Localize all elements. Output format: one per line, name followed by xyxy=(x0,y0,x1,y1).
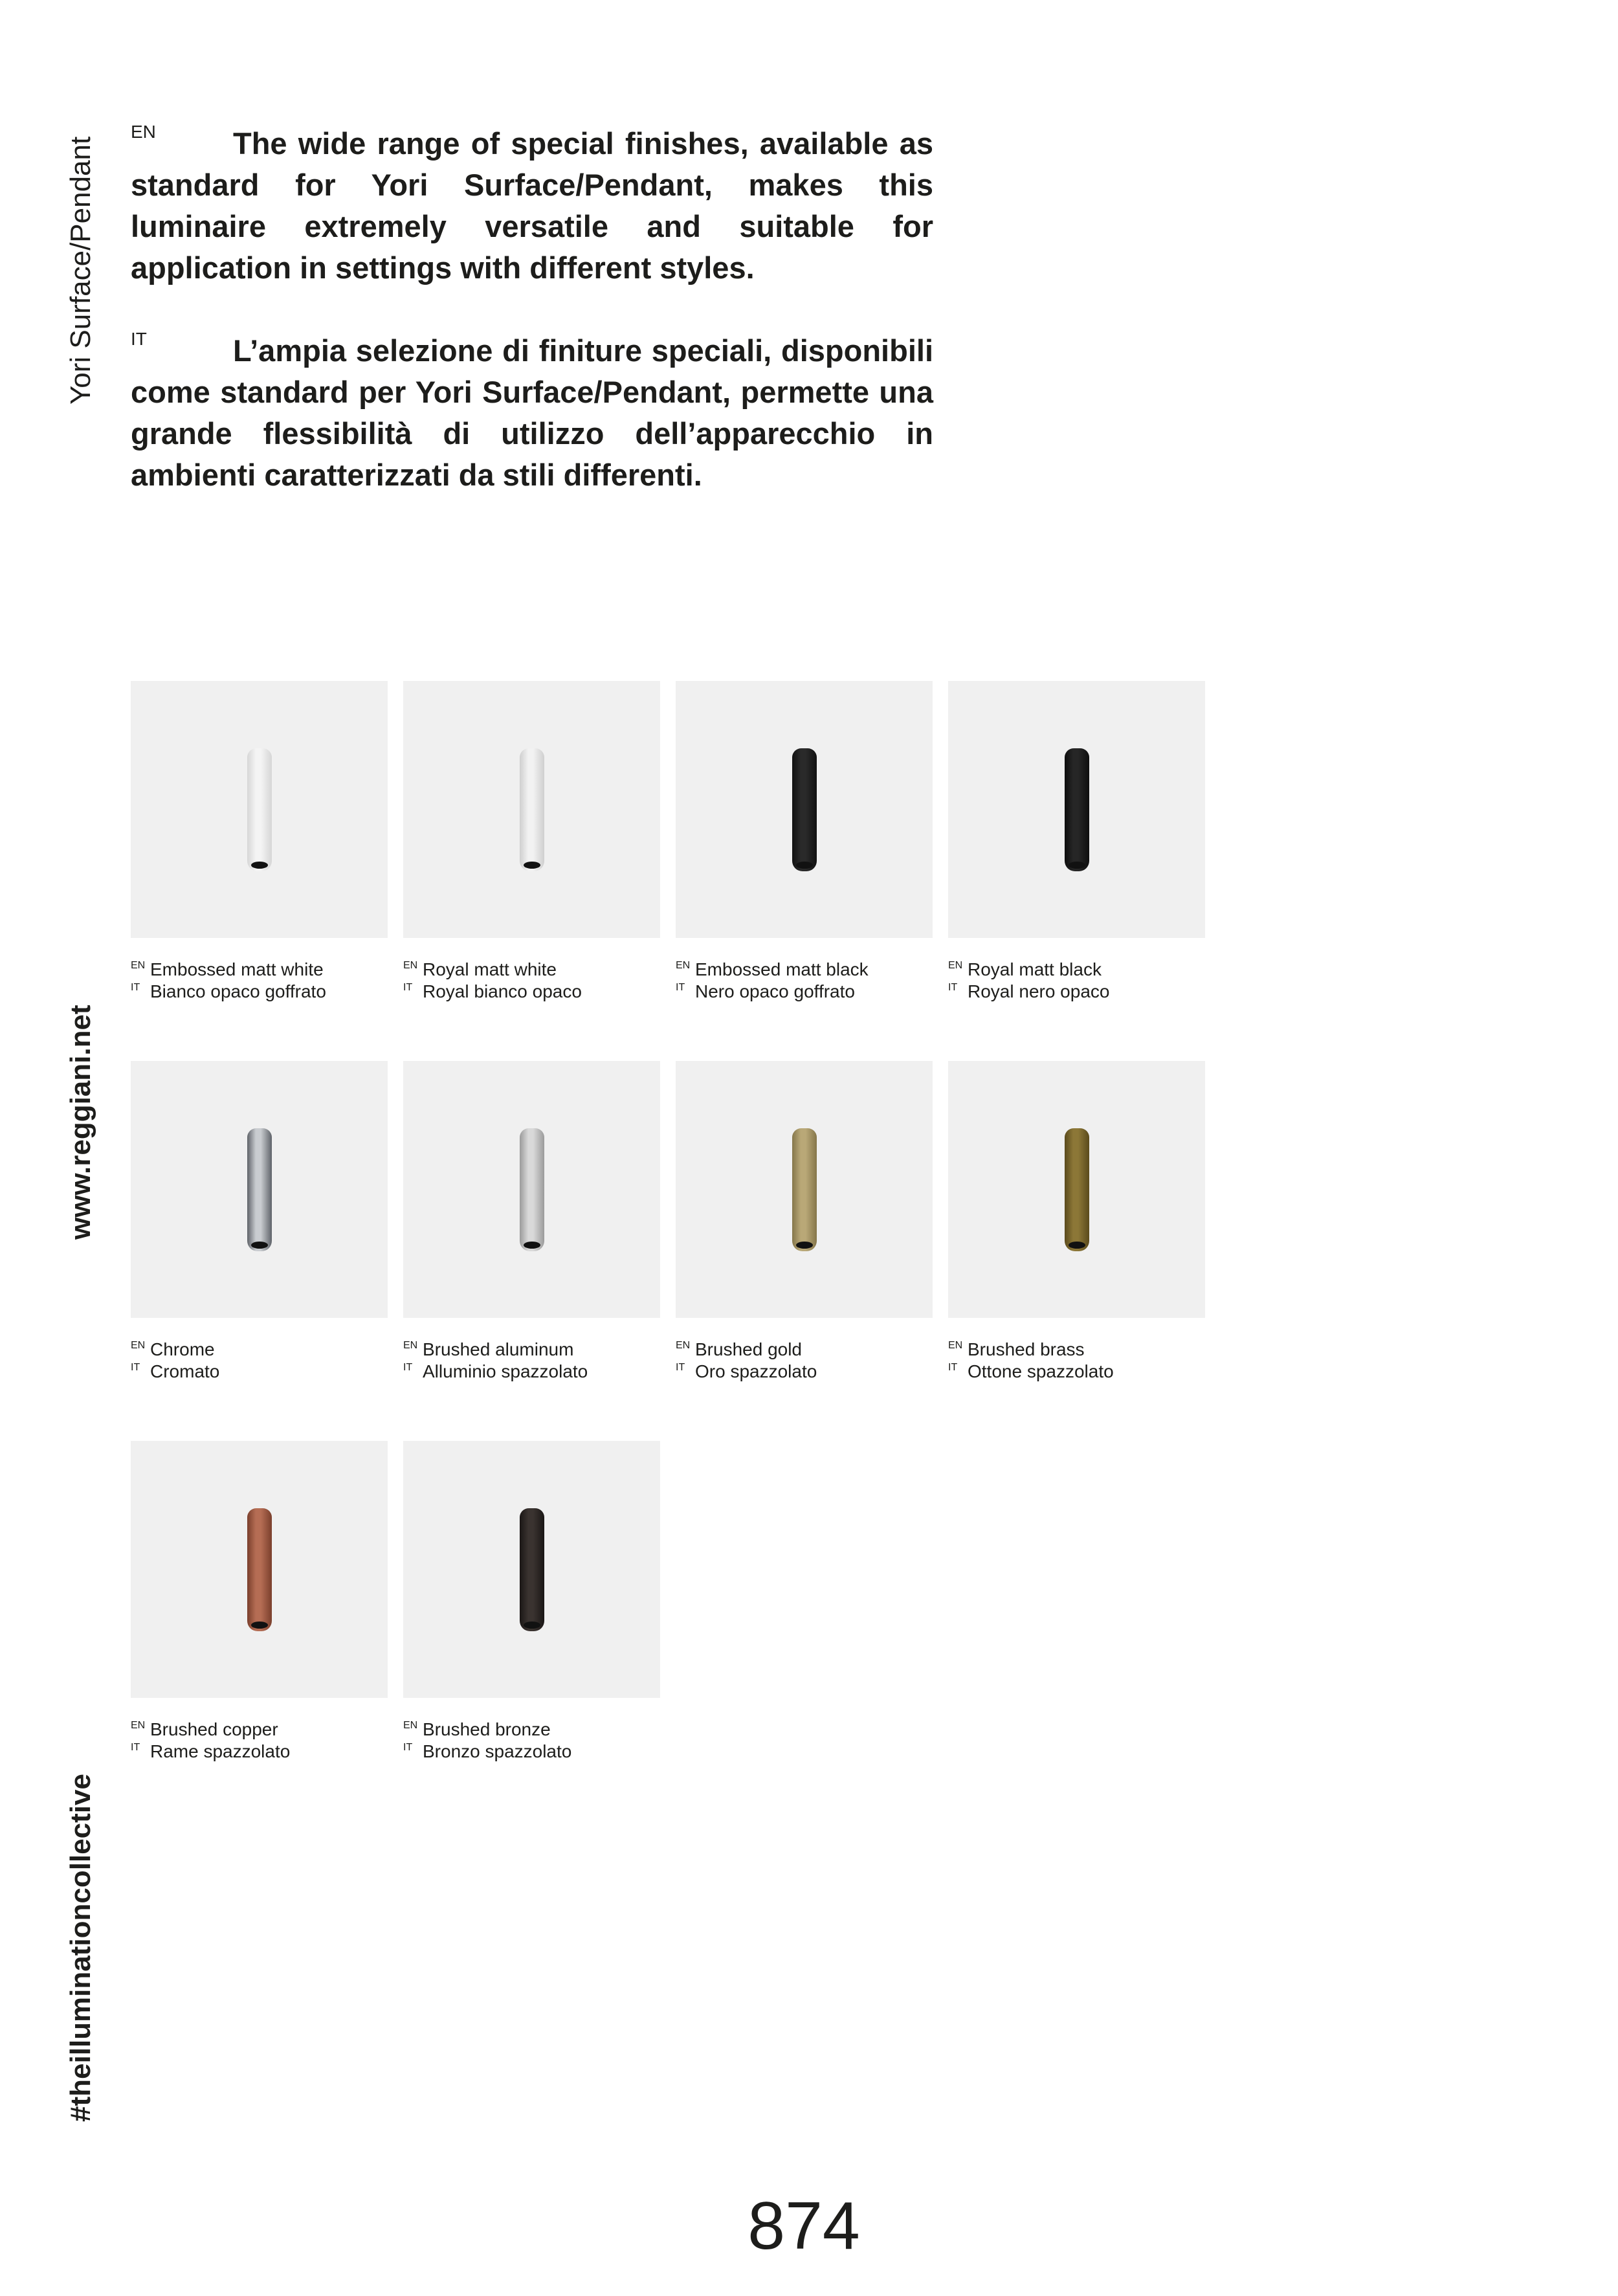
finish-name-it: Oro spazzolato xyxy=(695,1361,817,1381)
luminaire-tube xyxy=(520,748,544,871)
finish-image xyxy=(131,1061,388,1318)
lamp-opening xyxy=(1069,862,1085,869)
lang-tag-en: EN xyxy=(676,960,691,971)
lang-tag-en: EN xyxy=(948,960,963,971)
finish-name-en: Chrome xyxy=(150,1339,215,1359)
finish-swatch xyxy=(676,1061,933,1383)
finish-image xyxy=(403,1061,660,1318)
finish-image xyxy=(131,1441,388,1698)
finish-name-it: Royal nero opaco xyxy=(968,981,1110,1001)
lang-tag-en: EN xyxy=(948,1340,963,1351)
finish-image xyxy=(403,1441,660,1698)
lang-tag-it: IT xyxy=(948,982,958,993)
intro-italian-text: L’ampia selezione di finiture speciali, disponibili come standard per Yori Surface/Pendant, permette una grande flessibilità di utilizzo dell’apparecchio in ambienti caratterizzati da stili differenti. xyxy=(131,333,933,492)
luminaire-tube xyxy=(247,1508,272,1631)
lamp-opening xyxy=(251,1242,268,1249)
lang-tag-it: IT xyxy=(676,1362,685,1373)
luminaire-tube xyxy=(520,1508,544,1631)
finish-name-en: Royal matt black xyxy=(968,959,1102,979)
finish-swatch xyxy=(403,681,660,1003)
lamp-opening xyxy=(251,862,268,869)
finish-name-en: Brushed aluminum xyxy=(423,1339,574,1359)
lang-tag-it: IT xyxy=(131,1362,140,1373)
finish-name-it: Royal bianco opaco xyxy=(423,981,582,1001)
lang-tag-en: EN xyxy=(403,960,418,971)
lang-tag-it: IT xyxy=(403,1362,413,1373)
sidebar-product-title: Yori Surface/Pendant xyxy=(65,136,96,405)
lang-tag-it: IT xyxy=(676,982,685,993)
finish-image xyxy=(948,1061,1205,1318)
finish-name-it: Bianco opaco goffrato xyxy=(150,981,326,1001)
lang-tag-it: IT xyxy=(403,982,413,993)
lang-tag-en: EN xyxy=(676,1340,691,1351)
lamp-opening xyxy=(524,1622,540,1629)
lang-tag-en: EN xyxy=(403,1340,418,1351)
lang-tag-en: EN xyxy=(131,122,156,142)
lamp-opening xyxy=(1069,1242,1085,1249)
finish-name-en: Embossed matt black xyxy=(695,959,869,979)
lang-tag-en: EN xyxy=(131,1340,146,1351)
lang-tag-en: EN xyxy=(403,1720,418,1731)
lang-tag-en: EN xyxy=(131,960,146,971)
finish-swatch xyxy=(403,1441,660,1763)
finish-image xyxy=(676,681,933,938)
finish-swatch xyxy=(948,681,1205,1003)
lang-tag-en: EN xyxy=(131,1720,146,1731)
finish-swatch xyxy=(131,1061,388,1383)
luminaire-tube xyxy=(792,1128,817,1251)
finish-name-it: Nero opaco goffrato xyxy=(695,981,855,1001)
intro-english xyxy=(131,123,933,289)
lang-tag-it: IT xyxy=(131,329,147,349)
finish-swatch xyxy=(131,1441,388,1763)
sidebar-website[interactable]: www.reggiani.net xyxy=(65,1005,96,1240)
finish-name-it: Ottone spazzolato xyxy=(968,1361,1114,1381)
finish-name-en: Brushed brass xyxy=(968,1339,1085,1359)
lamp-opening xyxy=(251,1622,268,1629)
lang-tag-it: IT xyxy=(948,1362,958,1373)
luminaire-tube xyxy=(1065,1128,1089,1251)
luminaire-tube xyxy=(792,748,817,871)
lamp-opening xyxy=(524,862,540,869)
finish-swatch xyxy=(131,681,388,1003)
lang-tag-it: IT xyxy=(131,1742,140,1753)
finish-image xyxy=(676,1061,933,1318)
page-number: 874 xyxy=(748,2189,860,2264)
finish-swatch xyxy=(948,1061,1205,1383)
finish-name-it: Rame spazzolato xyxy=(150,1741,291,1761)
finish-name-it: Bronzo spazzolato xyxy=(423,1741,572,1761)
lang-tag-it: IT xyxy=(131,982,140,993)
luminaire-tube xyxy=(247,1128,272,1251)
intro-italian xyxy=(131,330,933,496)
lamp-opening xyxy=(796,862,813,869)
lang-tag-it: IT xyxy=(403,1742,413,1753)
sidebar-hashtag: #theilluminationcollective xyxy=(65,1774,96,2122)
finish-image xyxy=(403,681,660,938)
luminaire-tube xyxy=(1065,748,1089,871)
luminaire-tube xyxy=(520,1128,544,1251)
lamp-opening xyxy=(796,1242,813,1249)
finish-image xyxy=(948,681,1205,938)
finish-name-en: Brushed gold xyxy=(695,1339,803,1359)
finish-name-it: Alluminio spazzolato xyxy=(423,1361,588,1381)
finish-image xyxy=(131,681,388,938)
finish-name-en: Embossed matt white xyxy=(150,959,324,979)
finish-swatch xyxy=(676,681,933,1003)
finish-name-en: Royal matt white xyxy=(423,959,557,979)
finish-name-en: Brushed bronze xyxy=(423,1719,551,1739)
luminaire-tube xyxy=(247,748,272,871)
finish-swatch xyxy=(403,1061,660,1383)
lamp-opening xyxy=(524,1242,540,1249)
intro-english-text: The wide range of special finishes, available as standard for Yori Surface/Pendant, makes this luminaire extremely versatile and suitable for application in settings with different styles. xyxy=(131,126,933,285)
finish-name-en: Brushed copper xyxy=(150,1719,278,1739)
finish-name-it: Cromato xyxy=(150,1361,220,1381)
